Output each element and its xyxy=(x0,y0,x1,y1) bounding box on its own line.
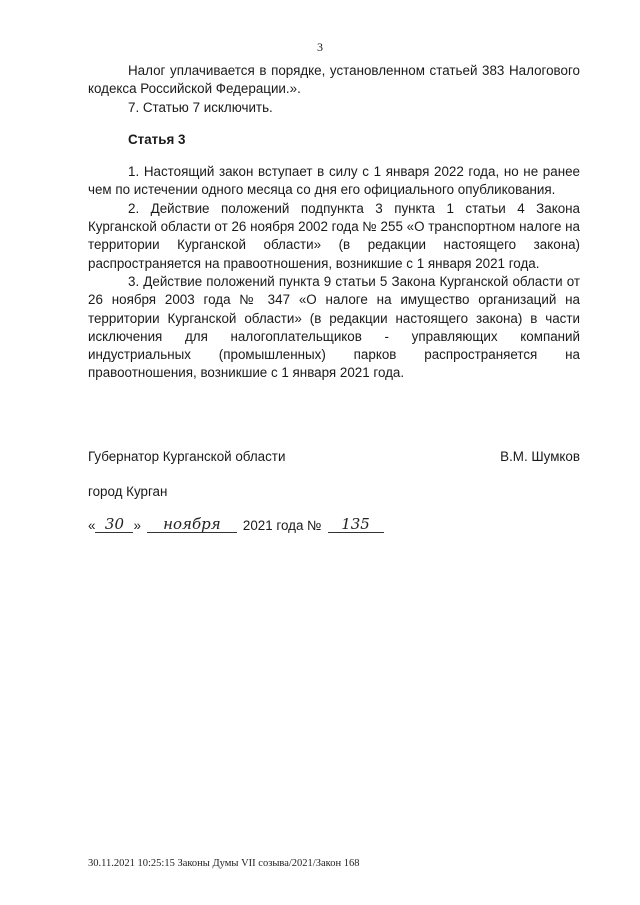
paragraph-article3-item3: 3. Действие положений пункта 9 статьи 5 Закона Курганской области от 26 ноября 2003 года № 347 «О налоге на имущество организаций на территории Курганской области» (в редакции настоящего закона) в части исключения для налогоплательщиков - управляющих компаний индустриальных (промышленных) парков распространяется на правоотношения, возникшие с 1 января 2021 года. xyxy=(88,273,580,381)
signature-block xyxy=(88,449,580,464)
handwritten-law-number: 135 xyxy=(328,516,384,533)
document-body xyxy=(88,62,580,383)
handwritten-month: ноября xyxy=(147,516,237,533)
city-name: город Курган xyxy=(88,484,168,499)
paragraph-article7-exclude: 7. Статью 7 исключить. xyxy=(128,99,273,115)
paragraph-tax-payment: Налог уплачивается в порядке, установленном статьей 383 Налогового кодекса Российской Федерации.». xyxy=(88,63,580,97)
date-year-label: 2021 года № xyxy=(242,518,322,533)
signatory-position: Губернатор Курганской области xyxy=(88,449,286,464)
paragraph-article3-item1: 1. Настоящий закон вступает в силу с 1 января 2022 года, но не ранее чем по истечении одного месяца со дня его официального опубликования. xyxy=(88,164,580,198)
date-open-quote: « xyxy=(88,518,96,533)
handwritten-day: 30 xyxy=(95,516,133,533)
date-line xyxy=(88,516,384,533)
paragraph-article3-item2: 2. Действие положений подпункта 3 пункта 1 статьи 4 Закона Курганской области от 26 ноября 2002 года № 255 «О транспортном налоге на территории Курганской области» (в редакции настоящего закона) распространяется на правоотношения, возникшие с 1 января 2021 года. xyxy=(88,200,580,271)
footer-stamp: 30.11.2021 10:25:15 Законы Думы VII созыва/2021/Закон 168 xyxy=(88,858,360,869)
signatory-name: В.М. Шумков xyxy=(500,449,580,464)
page-number: 3 xyxy=(317,40,323,54)
article-3-heading: Статья 3 xyxy=(128,131,186,147)
date-close-quote: » xyxy=(133,518,141,533)
